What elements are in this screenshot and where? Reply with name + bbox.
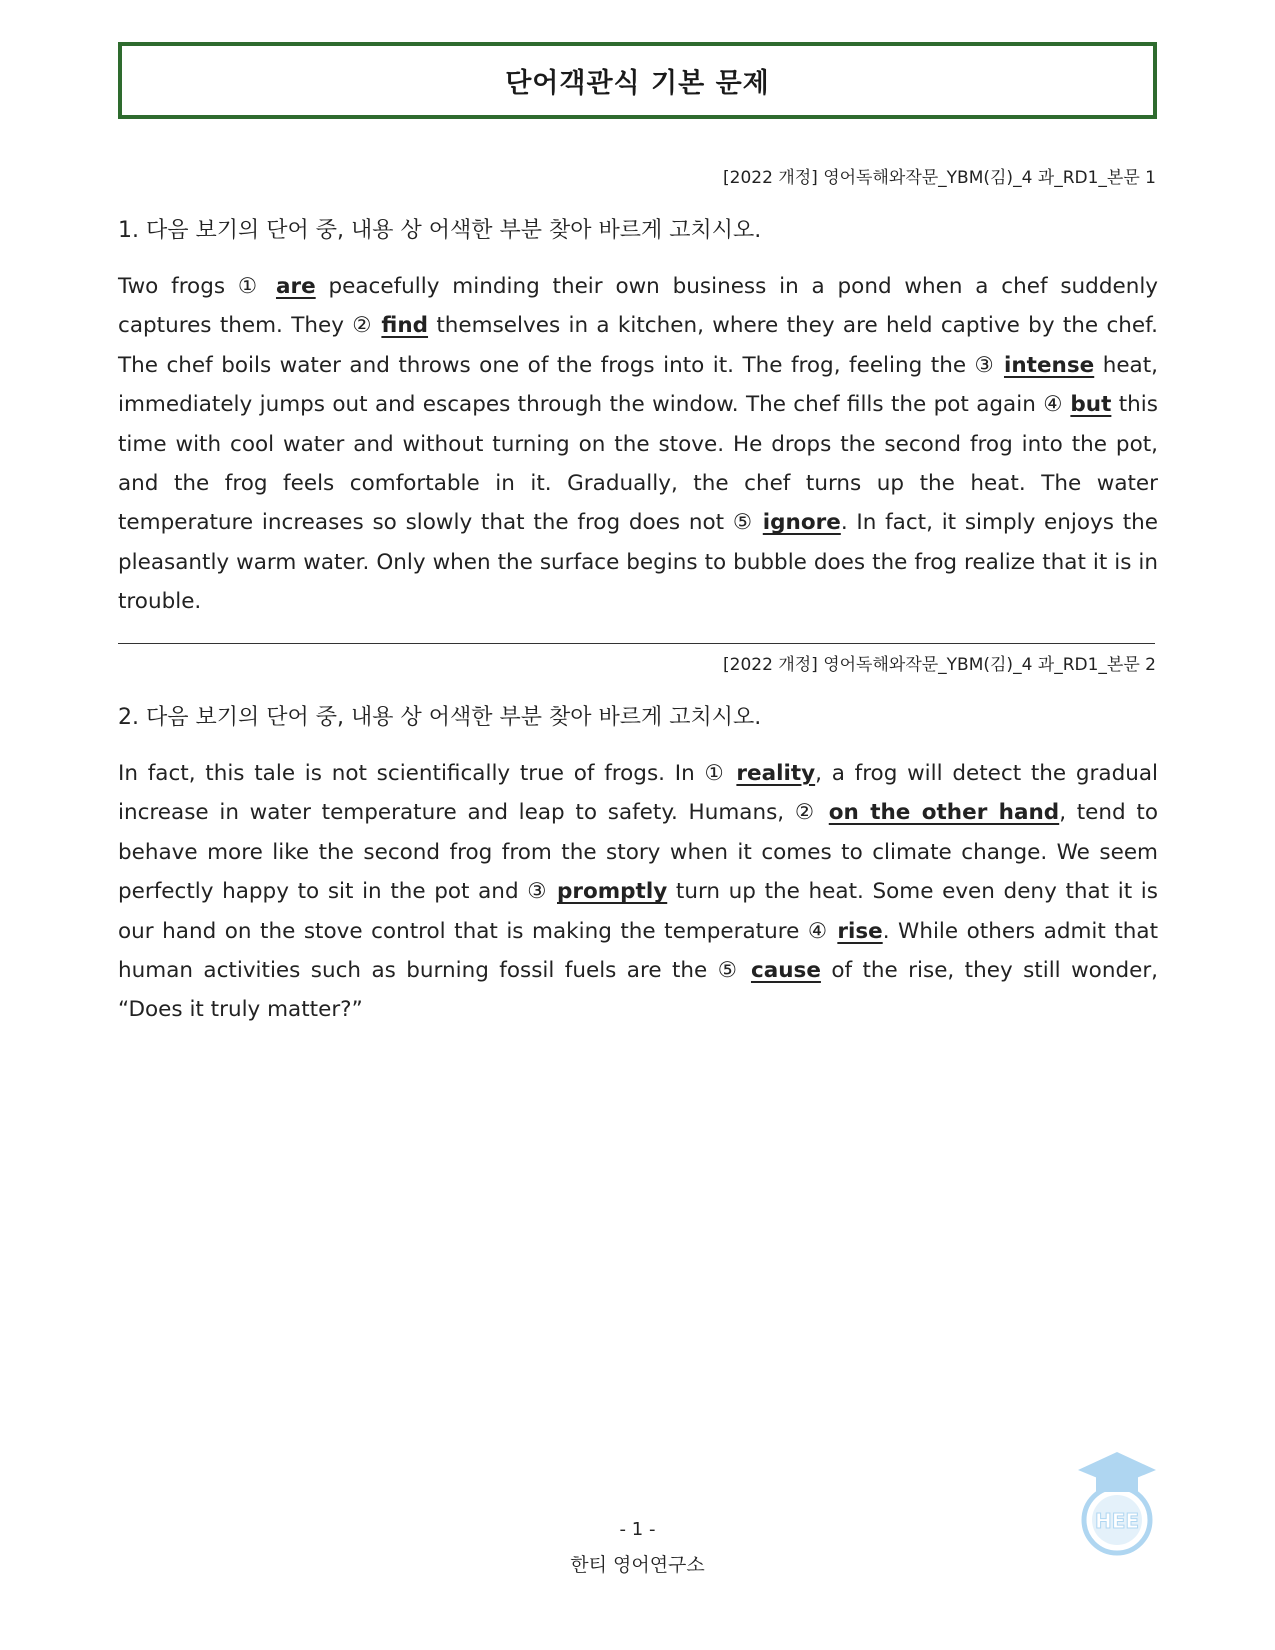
underlined-choice-word: intense [1003, 352, 1095, 378]
underlined-choice-word: find [381, 313, 429, 339]
underlined-choice-word: rise [837, 918, 883, 944]
choice-marker: ② [794, 800, 819, 826]
section-divider [118, 643, 1155, 644]
choice-marker: ① [237, 274, 264, 299]
page-title: 단어객관식 기본 문제 [505, 68, 770, 99]
choice-marker: ⑤ [717, 958, 741, 984]
underlined-choice-word: but [1070, 392, 1112, 418]
underlined-choice-word: cause [750, 958, 821, 984]
choice-marker: ④ [807, 918, 829, 944]
question-2-passage: In fact, this tale is not scientifically true of frogs. In ① reality, a frog will detect the gradual increase in water temperature and leap to safety. Humans, ② on the other hand, tend to behave more like the second frog from the story when it comes to climate change. We seem perfectly happy to sit in the pot and ③ promptly turn up the heat. Some even deny that it is our hand on the stove control that is making the temperature ④ rise. While others admit that human activities such as burning fossil fuels are the ⑤ cause of the rise, they still wonder, “Does it truly matter?” [118, 761, 1158, 1023]
underlined-choice-word: promptly [557, 879, 668, 905]
choice-marker: ⑤ [732, 510, 755, 536]
choice-marker: ② [352, 313, 374, 339]
choice-marker: ④ [1043, 392, 1064, 418]
logo-text: HEE [1094, 1509, 1140, 1533]
question-2-prompt: 2. 다음 보기의 단어 중, 내용 상 어색한 부분 찾아 바르게 고치시오. [118, 705, 762, 730]
page-number: - 1 - [619, 1519, 656, 1540]
title-box [118, 42, 1157, 119]
question-1-prompt: 1. 다음 보기의 단어 중, 내용 상 어색한 부분 찾아 바르게 고치시오. [118, 218, 762, 243]
choice-marker: ③ [974, 352, 996, 378]
underlined-choice-word: ignore [762, 510, 841, 536]
question-2-source: [2022 개정] 영어독해와작문_YBM(김)_4 과_RD1_본문 2 [723, 655, 1156, 675]
question-1-passage: Two frogs ① are peacefully minding their own business in a pond when a chef suddenly captures them. They ② find themselves in a kitchen, where they are held captive by the chef. The chef boils water and throws one of the frogs into it. The frog, feeling the ③ intense heat, immediately jumps out and escapes through the window. The chef fills the pot again ④ but this time with cool water and without turning on the stove. He drops the second frog into the pot, and the frog feels comfortable in it. Gradually, the chef turns up the heat. The water temperature increases so slowly that the frog does not ⑤ ignore. In fact, it simply enjoys the pleasantly warm water. Only when the surface begins to bubble does the frog realize that it is in trouble. [118, 274, 1159, 615]
underlined-choice-word: reality [736, 761, 816, 786]
question-1-source: [2022 개정] 영어독해와작문_YBM(김)_4 과_RD1_본문 1 [723, 168, 1156, 188]
choice-marker: ① [704, 761, 727, 786]
underlined-choice-word: are [275, 274, 316, 299]
footer-publisher: 한티 영어연구소 [570, 1554, 705, 1576]
hee-logo [1076, 1448, 1158, 1558]
underlined-choice-word: on the other hand [828, 800, 1060, 826]
choice-marker: ③ [527, 879, 549, 905]
